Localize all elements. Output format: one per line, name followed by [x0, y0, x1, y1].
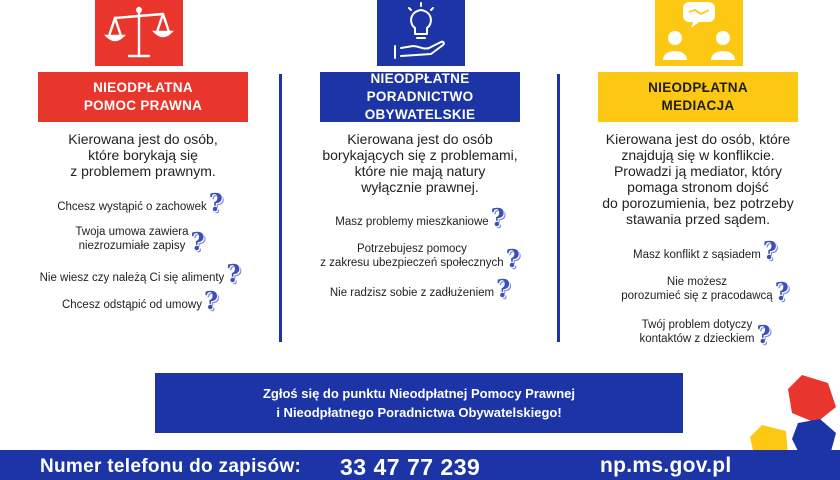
header-civic-counseling: NIEODPŁATNE PORADNICTWO OBYWATELSKIE — [320, 72, 520, 122]
question-mark-icon: ? — [774, 277, 789, 306]
description-civic-counseling: Kierowana jest do osób borykających się z problemami, które nie mają natury wyłącznie prawnej. — [322, 131, 518, 195]
question-item: Chcesz odstąpić od umowy ? — [61, 286, 219, 315]
question-item: Nie wiesz czy należą Ci się alimenty ? — [39, 259, 241, 288]
question-mark-icon: ? — [190, 227, 205, 256]
question-mark-icon: ? — [505, 244, 520, 273]
question-mark-icon: ? — [496, 274, 511, 303]
question-item: Masz problemy mieszkaniowe ? — [335, 203, 505, 232]
question-item: Twój problem dotyczy kontaktów z dzieckiem ? — [639, 319, 771, 349]
question-mark-icon: ? — [208, 188, 223, 217]
question-mark-icon: ? — [226, 259, 241, 288]
handshake-people-icon — [655, 0, 743, 66]
question-item: Twoja umowa zawiera niezrozumiałe zapisy ? — [75, 226, 205, 256]
column-divider — [557, 74, 560, 342]
footer-bar — [0, 450, 840, 480]
description-legal-aid: Kierowana jest do osób, które borykają się z problemem prawnym. — [68, 131, 218, 179]
call-to-action-banner: Zgłoś się do punktu Nieodpłatnej Pomocy Prawnej i Nieodpłatnego Poradnictwa Obywatelskiego! — [155, 373, 683, 433]
question-item: Chcesz wystąpić o zachowek ? — [57, 188, 223, 217]
header-legal-aid: NIEODPŁATNA POMOC PRAWNA — [38, 72, 248, 122]
phone-label: Numer telefonu do zapisów: — [40, 456, 302, 477]
decorative-shapes — [740, 375, 840, 455]
question-mark-icon: ? — [756, 320, 771, 349]
header-mediation: NIEODPŁATNA MEDIACJA — [598, 72, 798, 122]
lightbulb-hand-icon — [377, 0, 465, 66]
question-item: Potrzebujesz pomocy z zakresu ubezpieczeń społecznych ? — [320, 243, 520, 273]
scales-of-justice-icon — [95, 0, 183, 66]
question-mark-icon: ? — [490, 203, 505, 232]
question-item: Nie radzisz sobie z zadłużeniem ? — [329, 274, 511, 303]
phone-number[interactable]: 33 47 77 239 — [340, 454, 481, 480]
question-item: Masz konflikt z sąsiadem ? — [633, 236, 777, 265]
description-mediation: Kierowana jest do osób, które znajdują się w konflikcie. Prowadzi ją mediator, który pomaga stronom dojść do porozumienia, bez potrzeby stawania przed sądem. — [602, 131, 794, 227]
column-divider — [279, 74, 282, 342]
question-item: Nie możesz porozumieć się z pracodawcą ? — [621, 276, 789, 306]
question-mark-icon: ? — [762, 236, 777, 265]
website-link[interactable]: np.ms.gov.pl — [600, 454, 732, 477]
question-mark-icon: ? — [203, 286, 219, 315]
